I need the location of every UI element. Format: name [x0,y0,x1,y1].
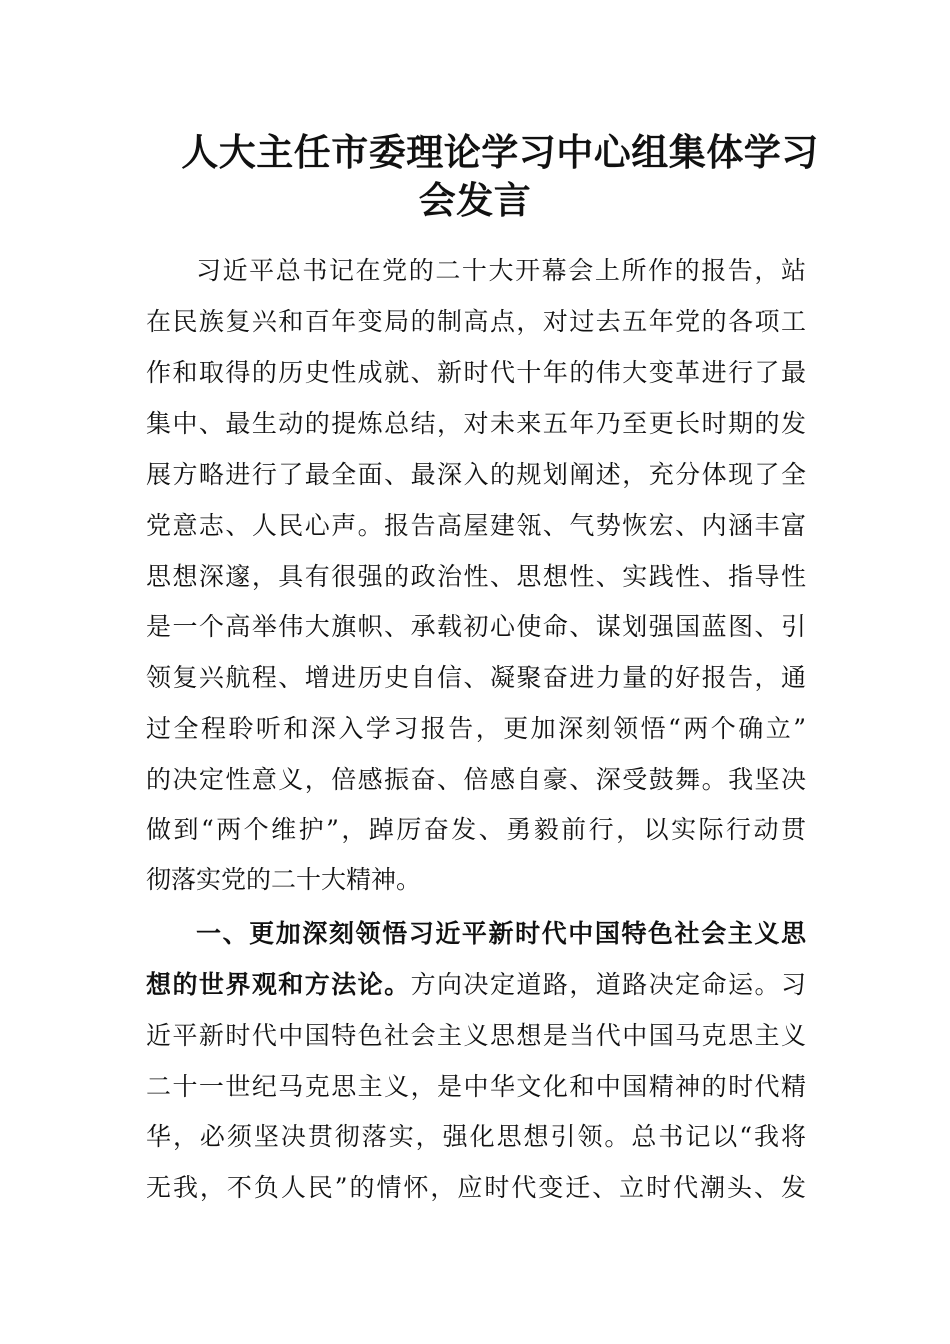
paragraph-1-line-1: 习近平总书记在党的二十大开幕会上所作的报告，站 [196,256,806,285]
paragraph-1-line-2: 在民族复兴和百年变局的制高点，对过去五年党的各项工 [146,307,806,336]
paragraph-1-line-7: 思想深邃，具有很强的政治性、思想性、实践性、指导性 [146,562,806,591]
paragraph-1-line-8: 是一个高举伟大旗帜、承载初心使命、谋划强国蓝图、引 [146,612,806,641]
section-1-heading-line-1: 一、更加深刻领悟习近平新时代中国特色社会主义思 [196,919,806,948]
paragraph-1-line-3: 作和取得的历史性成就、新时代十年的伟大变革进行了最 [146,358,806,387]
document-title-line-1: 人大主任市委理论学习中心组集体学习 [181,130,819,174]
section-1-line-3: 近平新时代中国特色社会主义思想是当代中国马克思主义 [146,1021,806,1050]
paragraph-1-line-12: 做到“两个维护”，踔厉奋发、勇毅前行，以实际行动贯 [146,815,806,844]
section-1-line-4: 二十一世纪马克思主义，是中华文化和中国精神的时代精 [146,1072,806,1101]
paragraph-1-line-11: 的决定性意义，倍感振奋、倍感自豪、深受鼓舞。我坚决 [146,765,806,794]
paragraph-1-line-6: 党意志、人民心声。报告高屋建瓴、气势恢宏、内涵丰富 [146,511,806,540]
section-1-line-2-text: 方向决定道路，道路决定命运。习 [410,970,806,999]
paragraph-1-line-10: 过全程聆听和深入学习报告，更加深刻领悟“两个确立” [146,714,806,743]
paragraph-1-line-5: 展方略进行了最全面、最深入的规划阐述，充分体现了全 [146,460,806,489]
section-1-line-6: 无我，不负人民”的情怀，应时代变迁、立时代潮头、发 [146,1173,806,1202]
section-1-heading-tail: 想的世界观和方法论。 [146,970,411,999]
section-1-line-5: 华，必须坚决贯彻落实，强化思想引领。总书记以“我将 [146,1122,806,1151]
section-1-line-2 [146,968,806,1002]
document-title-line-2: 会发言 [418,178,532,222]
paragraph-1-line-4: 集中、最生动的提炼总结，对未来五年乃至更长时期的发 [146,409,806,438]
paragraph-1-line-9: 领复兴航程、增进历史自信、凝聚奋进力量的好报告，通 [146,663,806,692]
paragraph-1-line-13: 彻落实党的二十大精神。 [146,865,422,894]
